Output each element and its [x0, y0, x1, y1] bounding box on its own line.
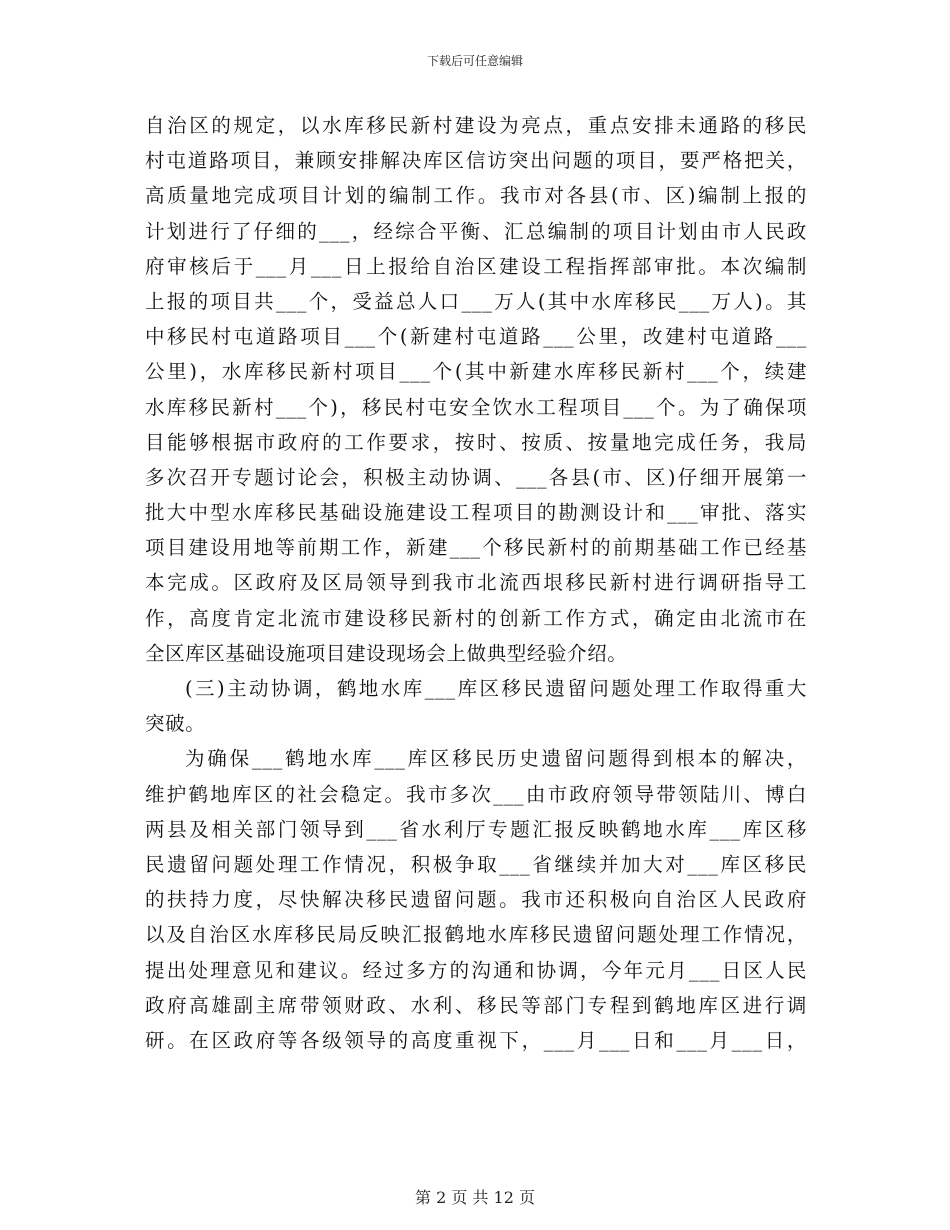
document-body: [145, 108, 807, 1058]
text-line: 水库移民新村___个)，移民村屯安全饮水工程项目___个。为了确保项: [145, 395, 807, 419]
section-heading-continued: 突破。: [145, 712, 206, 736]
text-line: 高质量地完成项目计划的编制工作。我市对各县(市、区)编制上报的: [145, 184, 807, 208]
text-line: 作，高度肯定北流市建设移民新村的创新工作方式，确定由北流市在: [145, 606, 807, 630]
text-line: 目能够根据市政府的工作要求，按时、按质、按量地完成任务，我局: [145, 430, 807, 454]
text-line: 项目建设用地等前期工作，新建___个移民新村的前期基础工作已经基: [145, 536, 807, 560]
text-line: 政府高雄副主席带领财政、水利、移民等部门专程到鹤地库区进行调: [145, 993, 807, 1017]
text-line: 的扶持力度，尽快解决移民遗留问题。我市还积极向自治区人民政府: [145, 888, 807, 912]
text-line: 研。在区政府等各级领导的高度重视下，___月___日和___月___日，: [145, 1028, 807, 1052]
text-line: 全区库区基础设施项目建设现场会上做典型经验介绍。: [145, 641, 628, 665]
paragraph-start: 为确保___鹤地水库___库区移民历史遗留问题得到根本的解决，: [185, 747, 807, 771]
section-heading: (三)主动协调，鹤地水库___库区移民遗留问题处理工作取得重大: [185, 677, 807, 700]
text-line: 维护鹤地库区的社会稳定。我市多次___由市政府领导带领陆川、博白: [145, 782, 807, 806]
page-header: 下载后可任意编辑: [426, 54, 523, 68]
text-line: 本完成。区政府及区局领导到我市北流西垠移民新村进行调研指导工: [145, 571, 807, 595]
text-line: 计划进行了仔细的___，经综合平衡、汇总编制的项目计划由市人民政: [145, 219, 807, 243]
text-line: 批大中型水库移民基础设施建设工程项目的勘测设计和___审批、落实: [145, 501, 807, 525]
text-line: 提出处理意见和建议。经过多方的沟通和协调，今年元月___日区人民: [145, 958, 807, 982]
text-line: 民遗留问题处理工作情况，积极争取___省继续并加大对___库区移民: [145, 852, 807, 876]
text-line: 两县及相关部门领导到___省水利厅专题汇报反映鹤地水库___库区移: [145, 817, 807, 841]
text-line: 上报的项目共___个，受益总人口___万人(其中水库移民___万人)。其: [145, 289, 807, 313]
text-line: 多次召开专题讨论会，积极主动协调、___各县(市、区)仔细开展第一: [145, 465, 807, 489]
text-line: 以及自治区水库移民局反映汇报鹤地水库移民遗留问题处理工作情况，: [145, 923, 807, 947]
text-line: 公里)，水库移民新村项目___个(其中新建水库移民新村___个，续建: [145, 360, 807, 384]
text-line: 中移民村屯道路项目___个(新建村屯道路___公里，改建村屯道路___: [145, 325, 807, 349]
text-line: 府审核后于___月___日上报给自治区建设工程指挥部审批。本次编制: [145, 254, 807, 278]
text-line: 村屯道路项目，兼顾安排解决库区信访突出问题的项目，要严格把关，: [145, 149, 807, 173]
text-line: 自治区的规定，以水库移民新村建设为亮点，重点安排未通路的移民: [145, 114, 807, 137]
page-footer: 第 2 页 共 12 页: [415, 1188, 535, 1207]
